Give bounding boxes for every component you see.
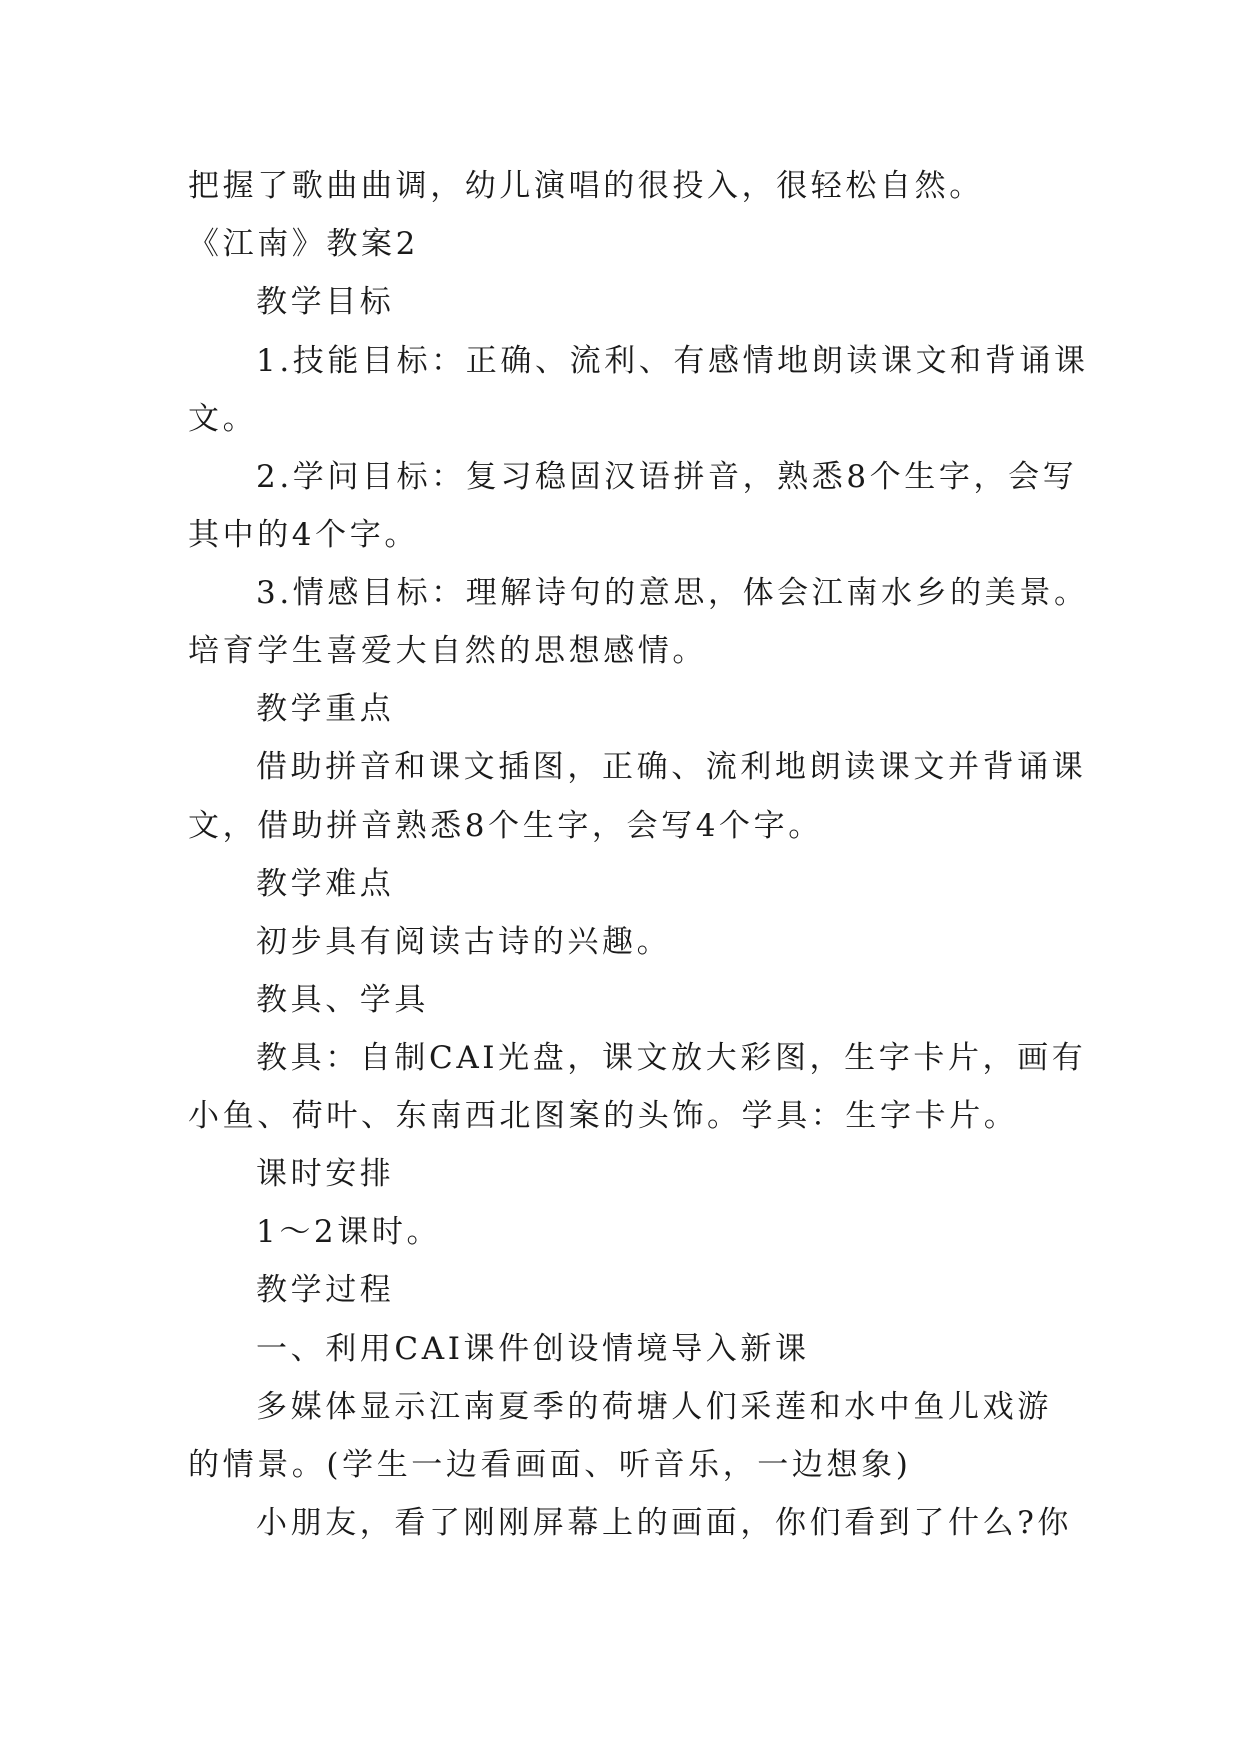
text-line: 多媒体显示江南夏季的荷塘人们采莲和水中鱼儿戏游	[256, 1389, 1052, 1425]
text-line: 3.情感目标：理解诗句的意思，体会江南水乡的美景。	[256, 575, 1089, 611]
text-line: 初步具有阅读古诗的兴趣。	[256, 924, 672, 960]
lesson-title: 《江南》教案2	[188, 226, 419, 262]
section-heading: 课时安排	[256, 1156, 395, 1192]
section-heading: 教学重点	[256, 691, 395, 727]
text-line: 小朋友，看了刚刚屏幕上的画面，你们看到了什么?你	[256, 1505, 1073, 1541]
text-line: 1.技能目标：正确、流利、有感情地朗读课文和背诵课	[256, 343, 1089, 379]
text-line: 小鱼、荷叶、东南西北图案的头饰。学具：生字卡片。	[188, 1098, 1019, 1134]
text-line: 文。	[188, 401, 258, 437]
text-line: 其中的4个字。	[188, 517, 419, 553]
section-heading: 教学难点	[256, 866, 395, 902]
text-line: 的情景。(学生一边看画面、听音乐，一边想象)	[188, 1447, 912, 1483]
section-heading: 教学过程	[256, 1272, 395, 1308]
text-line: 教具：自制CAI光盘，课文放大彩图，生字卡片，画有	[256, 1040, 1087, 1076]
text-line: 培育学生喜爱大自然的思想感情。	[188, 633, 707, 669]
text-line: 把握了歌曲曲调，幼儿演唱的很投入，很轻松自然。	[188, 168, 984, 204]
text-line: 一、利用CAI课件创设情境导入新课	[256, 1331, 810, 1367]
section-heading: 教学目标	[256, 284, 395, 320]
text-line: 2.学问目标：复习稳固汉语拼音，熟悉8个生字，会写	[256, 459, 1078, 495]
text-line: 1～2课时。	[256, 1214, 442, 1250]
text-line: 借助拼音和课文插图，正确、流利地朗读课文并背诵课	[256, 749, 1087, 785]
text-line: 文，借助拼音熟悉8个生字，会写4个字。	[188, 808, 823, 844]
section-heading: 教具、学具	[256, 982, 429, 1018]
